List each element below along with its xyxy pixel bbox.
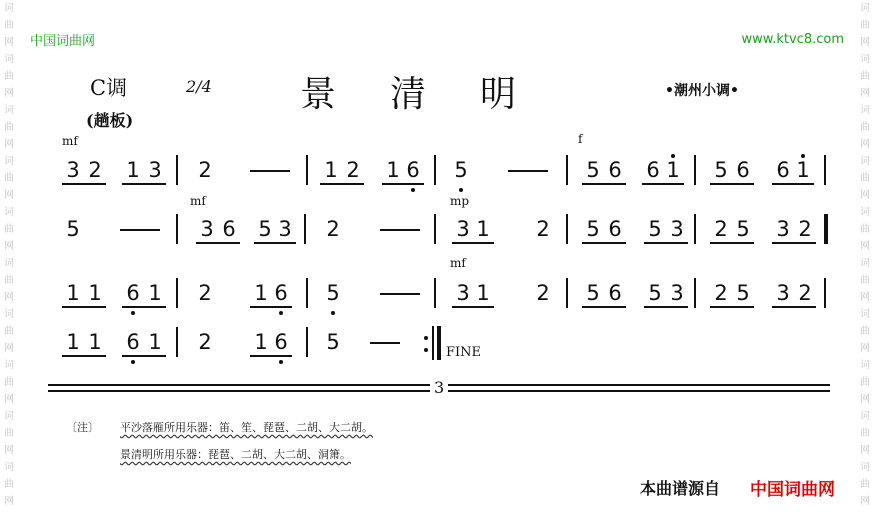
beam-underline: [582, 183, 626, 185]
beam-underline: [710, 183, 754, 185]
sustain-dash: [380, 229, 420, 231]
site-url-top-right: www.ktvc8.com: [741, 32, 844, 47]
note-digit: 3: [670, 281, 684, 305]
barline: [694, 214, 696, 244]
sustain-dash: [380, 293, 420, 295]
fine-label: FINE: [446, 345, 482, 360]
octave-dot-low: [131, 311, 135, 315]
note-digit: 2: [326, 217, 340, 241]
beam-underline: [254, 242, 296, 244]
notes-line-1: 平沙落雁所用乐器：笛、笙、琵琶、二胡、大二胡。: [120, 421, 373, 434]
note-digit: 6: [126, 330, 140, 354]
note-digit: 5: [326, 330, 340, 354]
note-digit: 2: [346, 158, 360, 182]
note-digit: 6: [608, 158, 622, 182]
note-digit: 2: [198, 281, 212, 305]
beam-underline: [772, 242, 816, 244]
barline: [694, 278, 696, 308]
beam-underline: [452, 242, 494, 244]
note-digit: 1: [796, 158, 810, 182]
barline: [566, 278, 568, 308]
barline: [176, 214, 178, 244]
notes-line-2: 景清明所用乐器：琵琶、二胡、大二胡、洞箫。: [120, 448, 351, 461]
sustain-dash: [370, 342, 400, 344]
octave-dot-high: [801, 154, 805, 158]
note-digit: 2: [198, 330, 212, 354]
note-digit: 5: [586, 217, 600, 241]
note-digit: 6: [736, 158, 750, 182]
note-digit: 1: [88, 330, 102, 354]
note-digit: 5: [648, 281, 662, 305]
sustain-dash: [250, 170, 290, 172]
octave-dot-low: [131, 360, 135, 364]
barline: [176, 327, 178, 357]
repeat-dot: [424, 336, 428, 340]
note-digit: 1: [66, 330, 80, 354]
barline: [694, 155, 696, 185]
note-digit: 3: [456, 281, 470, 305]
source-name: 中国词曲网: [750, 480, 835, 500]
beam-underline: [582, 242, 626, 244]
barline-end: [824, 214, 828, 244]
note-digit: 2: [88, 158, 102, 182]
octave-dot-low: [279, 311, 283, 315]
octave-dot-low: [279, 360, 283, 364]
note-digit: 6: [776, 158, 790, 182]
repeat-barline-thick: [437, 326, 441, 360]
notes-label: 〔注〕: [66, 421, 99, 434]
beam-underline: [644, 242, 688, 244]
time-signature: 2/4: [186, 77, 212, 96]
beam-underline: [772, 306, 816, 308]
note-digit: 1: [386, 158, 400, 182]
beam-underline: [710, 306, 754, 308]
tempo-label: (趟板): [86, 111, 134, 130]
note-digit: 2: [198, 158, 212, 182]
barline: [434, 155, 436, 185]
note-digit: 5: [586, 281, 600, 305]
note-digit: 3: [278, 217, 292, 241]
barline: [434, 214, 436, 244]
beam-underline: [122, 306, 166, 308]
note-digit: 3: [66, 158, 80, 182]
beam-underline: [710, 242, 754, 244]
note-digit: 3: [148, 158, 162, 182]
beam-underline: [382, 183, 424, 185]
beam-underline: [122, 355, 166, 357]
barline: [176, 278, 178, 308]
note-digit: 2: [536, 281, 550, 305]
repeat-barline-thin: [432, 326, 434, 360]
note-digit: 1: [66, 281, 80, 305]
note-digit: 5: [66, 217, 80, 241]
barline: [434, 278, 436, 308]
barline: [824, 155, 826, 185]
beam-underline: [62, 306, 106, 308]
dynamic-mf: mf: [450, 256, 466, 270]
note-digit: 3: [776, 281, 790, 305]
barline: [566, 155, 568, 185]
beam-underline: [122, 183, 166, 185]
note-digit: 3: [670, 217, 684, 241]
beam-underline: [320, 183, 364, 185]
octave-dot-low: [459, 188, 463, 192]
note-digit: 6: [646, 158, 660, 182]
note-digit: 3: [776, 217, 790, 241]
barline: [306, 327, 308, 357]
note-digit: 5: [736, 281, 750, 305]
beam-underline: [582, 306, 626, 308]
site-name-top-left: 中国词曲网: [30, 34, 96, 49]
sustain-dash: [508, 170, 548, 172]
page-title: 景清明: [300, 74, 571, 115]
beam-underline: [250, 355, 292, 357]
note-digit: 1: [148, 281, 162, 305]
beam-underline: [62, 183, 106, 185]
barline: [176, 155, 178, 185]
barline: [566, 214, 568, 244]
beam-underline: [772, 183, 814, 185]
note-digit: 5: [258, 217, 272, 241]
barline: [306, 278, 308, 308]
note-digit: 1: [476, 217, 490, 241]
side-watermark-left: 词曲网词曲网词曲网词曲网词曲网词曲网词曲网词曲网词曲网词曲网: [4, 3, 14, 507]
beam-underline: [62, 355, 106, 357]
note-digit: 1: [666, 158, 680, 182]
note-digit: 2: [798, 281, 812, 305]
barline: [824, 278, 826, 308]
style-label: •潮州小调•: [665, 83, 739, 99]
note-digit: 1: [254, 330, 268, 354]
source-prefix: 本曲谱源自: [640, 479, 721, 498]
repeat-dot: [424, 348, 428, 352]
dynamic-mf: mf: [190, 194, 206, 208]
sustain-dash: [120, 229, 160, 231]
beam-underline: [250, 306, 292, 308]
dynamic-f: f: [578, 132, 583, 146]
octave-dot-high: [671, 154, 675, 158]
dynamic-mf: mf: [62, 134, 78, 148]
page-number: 3: [430, 378, 448, 397]
note-digit: 1: [148, 330, 162, 354]
octave-dot-low: [331, 311, 335, 315]
note-digit: 5: [714, 158, 728, 182]
note-digit: 6: [406, 158, 420, 182]
note-digit: 6: [274, 330, 288, 354]
note-digit: 1: [254, 281, 268, 305]
note-digit: 5: [648, 217, 662, 241]
note-digit: 6: [126, 281, 140, 305]
note-digit: 1: [126, 158, 140, 182]
dynamic-mp: mp: [450, 194, 470, 208]
note-digit: 6: [222, 217, 236, 241]
note-digit: 1: [324, 158, 338, 182]
note-digit: 1: [88, 281, 102, 305]
note-digit: 5: [454, 158, 468, 182]
note-digit: 3: [200, 217, 214, 241]
key-signature: C调: [90, 76, 128, 100]
barline: [306, 155, 308, 185]
note-digit: 5: [586, 158, 600, 182]
beam-underline: [196, 242, 240, 244]
note-digit: 1: [476, 281, 490, 305]
beam-underline: [452, 306, 494, 308]
note-digit: 2: [798, 217, 812, 241]
note-digit: 6: [274, 281, 288, 305]
barline: [304, 214, 306, 244]
note-digit: 3: [456, 217, 470, 241]
note-digit: 2: [714, 281, 728, 305]
note-digit: 5: [326, 281, 340, 305]
side-watermark-right: 词曲网词曲网词曲网词曲网词曲网词曲网词曲网词曲网词曲网词曲网: [860, 3, 870, 507]
note-digit: 6: [608, 281, 622, 305]
note-digit: 2: [714, 217, 728, 241]
beam-underline: [644, 306, 688, 308]
octave-dot-low: [411, 188, 415, 192]
note-digit: 6: [608, 217, 622, 241]
beam-underline: [642, 183, 684, 185]
note-digit: 5: [736, 217, 750, 241]
note-digit: 2: [536, 217, 550, 241]
